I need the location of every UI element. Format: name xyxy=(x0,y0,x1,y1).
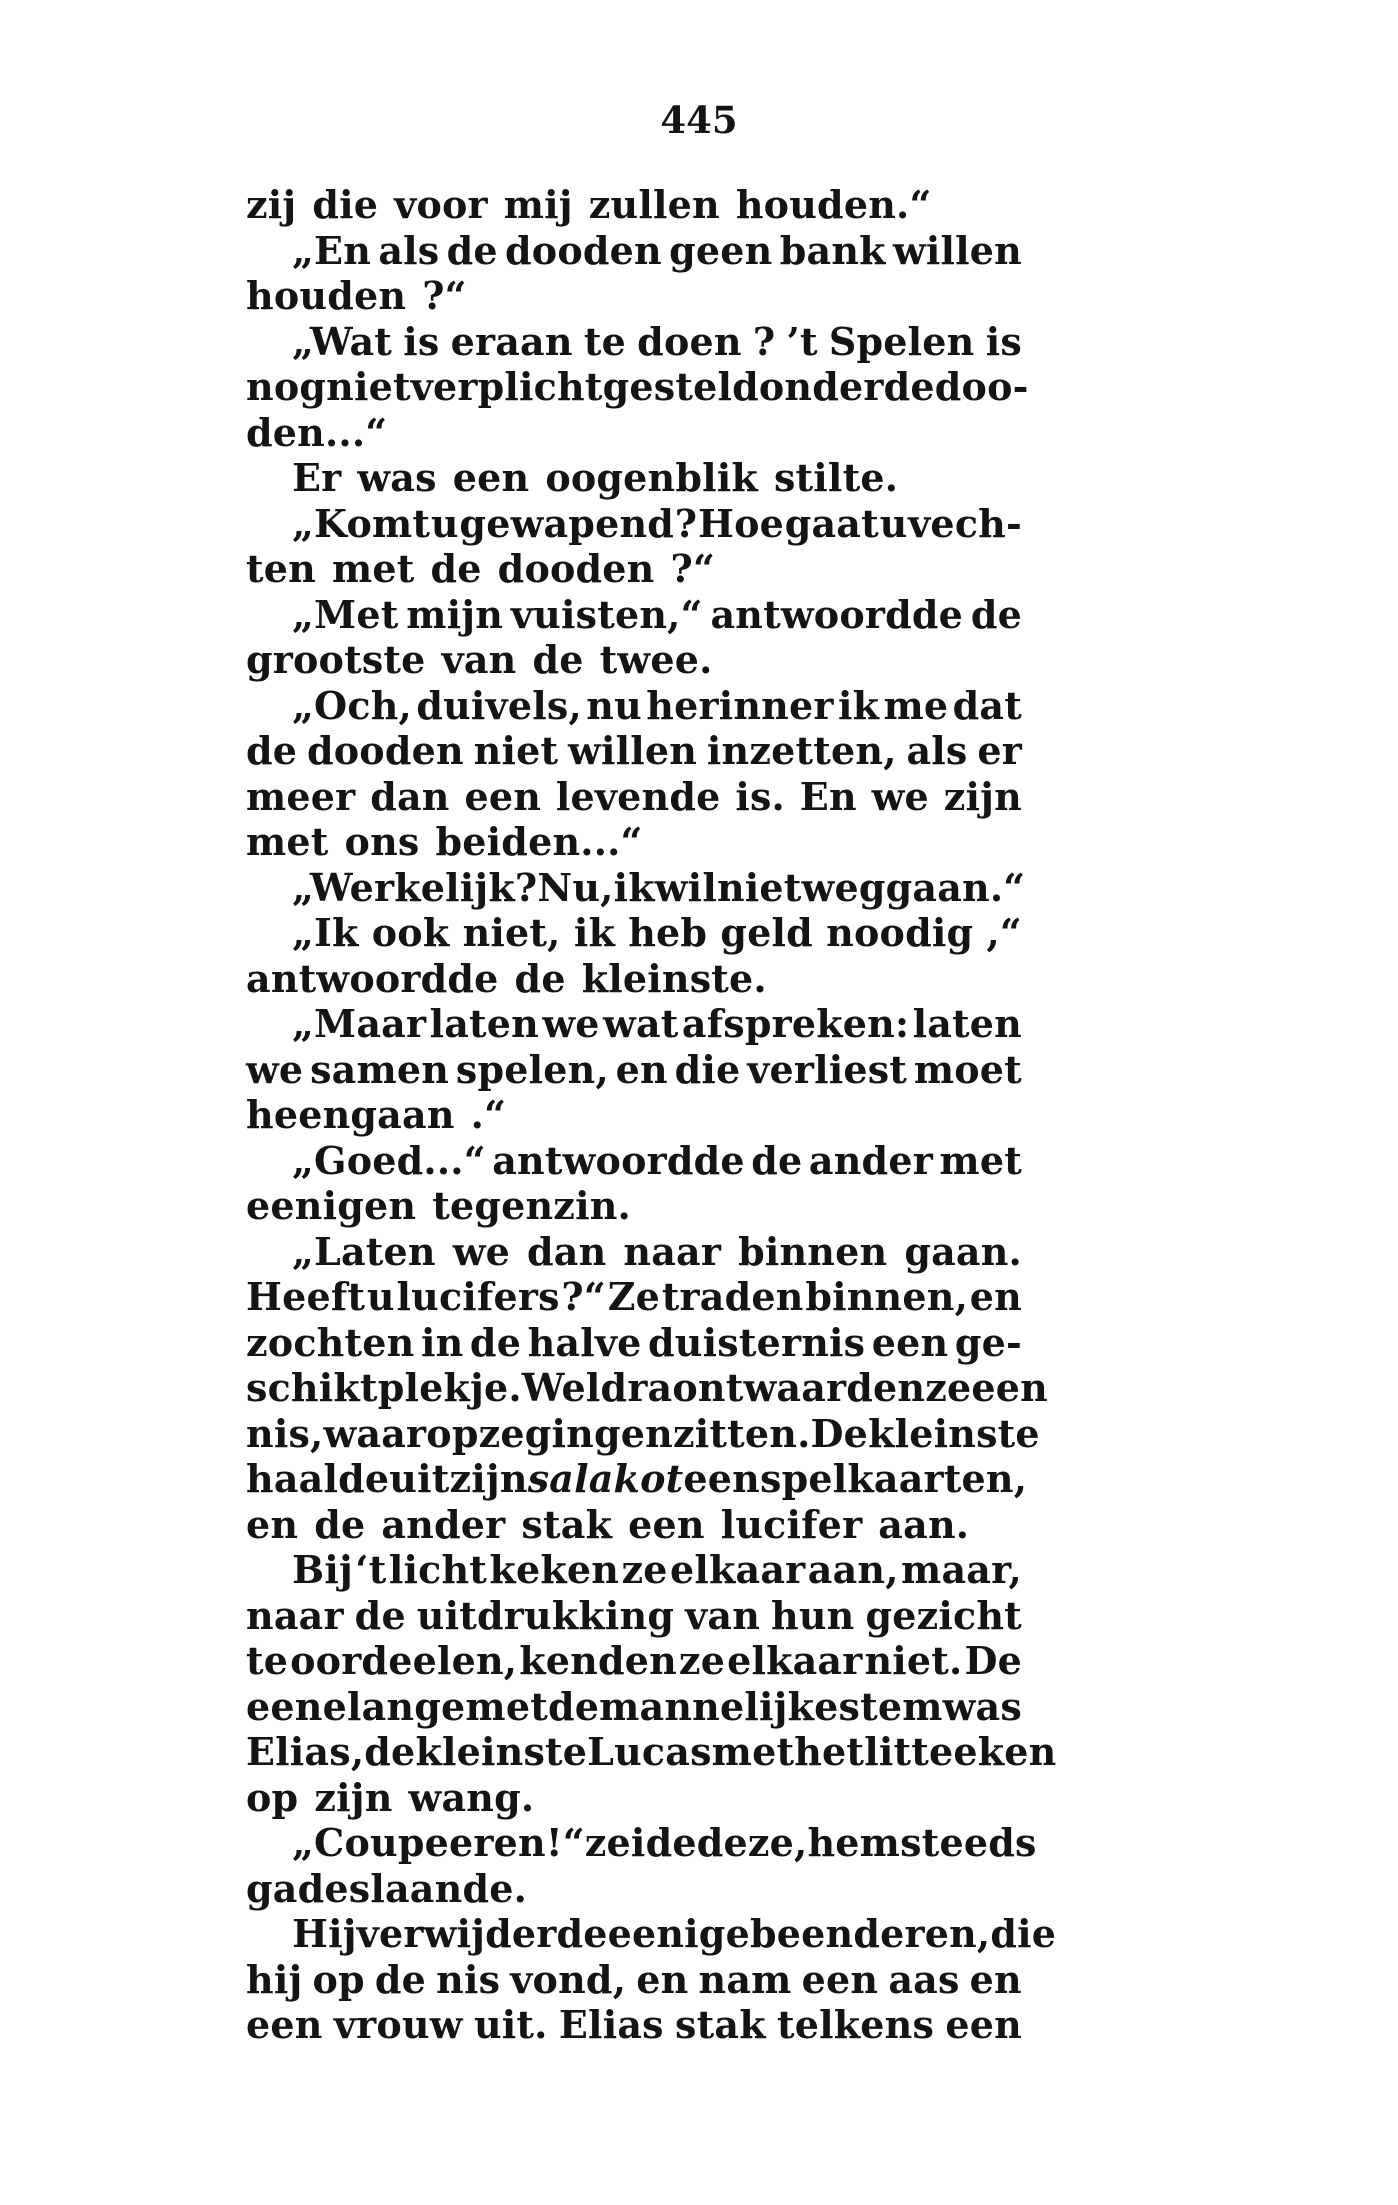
word: gesteld xyxy=(602,364,759,409)
text-line xyxy=(246,273,1022,319)
text-line xyxy=(246,819,1022,865)
word: Er xyxy=(292,455,342,500)
word: De xyxy=(964,1638,1022,1683)
word: dooden xyxy=(306,728,464,773)
word: verwijderde xyxy=(356,1911,608,1956)
word: ? xyxy=(674,500,698,546)
word: „En xyxy=(292,227,372,273)
word: „Werkelijk xyxy=(292,864,515,910)
word: aan, xyxy=(807,1547,899,1592)
word: me xyxy=(883,682,949,728)
word: ’t xyxy=(786,318,818,364)
word: met xyxy=(246,819,329,864)
word: zochten xyxy=(246,1319,415,1365)
word: „Coupeeren xyxy=(292,1820,546,1865)
text-line xyxy=(246,1502,1022,1548)
word: ze xyxy=(925,1365,972,1410)
word: Nu, xyxy=(537,864,614,910)
word: Bij xyxy=(292,1547,353,1592)
word: zijn xyxy=(314,1774,393,1820)
word: nu xyxy=(586,682,642,728)
body-text xyxy=(246,182,1057,2048)
word: inzetten, xyxy=(706,728,897,773)
word: te xyxy=(246,1638,289,1683)
word: is xyxy=(403,318,440,364)
text-line xyxy=(246,637,1022,683)
text-line xyxy=(246,1684,1022,1730)
word: Lucas xyxy=(587,1729,712,1774)
word: De xyxy=(810,1410,869,1456)
word: vech- xyxy=(908,500,1022,546)
word: vuisten,“ xyxy=(510,591,703,637)
text-line xyxy=(246,1957,1022,2003)
word: heengaan xyxy=(246,1092,455,1137)
text-line xyxy=(246,728,1022,774)
word: is xyxy=(985,318,1022,364)
word: En xyxy=(799,773,857,819)
word: .“ xyxy=(470,1092,507,1137)
word: telkens xyxy=(777,2002,935,2047)
word: de xyxy=(751,1137,803,1183)
text-line xyxy=(246,410,1022,456)
text-line xyxy=(246,1001,1022,1047)
word: als xyxy=(378,227,440,273)
word: de xyxy=(430,546,482,591)
text-line xyxy=(246,319,1022,365)
word: salakot xyxy=(527,1456,684,1501)
word: oordeelen, xyxy=(290,1638,518,1683)
word: zullen xyxy=(588,182,720,227)
word: ik xyxy=(573,910,615,955)
word: vond, xyxy=(510,1956,627,2002)
text-line xyxy=(246,1047,1022,1093)
word: ten xyxy=(246,546,316,591)
word: dooden xyxy=(497,546,655,591)
word: kleinste xyxy=(415,1729,588,1774)
word: ge- xyxy=(954,1319,1022,1365)
word: binnen xyxy=(738,1228,888,1274)
word: een xyxy=(246,2002,323,2047)
word: Hij xyxy=(292,1911,357,1956)
word: eenigen xyxy=(246,1183,417,1228)
word: den...“ xyxy=(246,409,388,455)
word: onder xyxy=(758,364,884,409)
word: in xyxy=(420,1319,464,1365)
word: was xyxy=(357,455,437,500)
word: lucifer xyxy=(720,1501,863,1547)
text-line xyxy=(246,1274,1022,1320)
page-number: 445 xyxy=(660,98,738,142)
word: meer xyxy=(246,773,356,819)
word: antwoordde xyxy=(492,1137,745,1183)
word: een xyxy=(801,1956,879,2002)
word: heb xyxy=(628,910,708,955)
word: plekje. xyxy=(377,1365,522,1410)
word: en xyxy=(969,1274,1022,1319)
word: u xyxy=(366,1274,395,1319)
text-line xyxy=(246,1547,1022,1593)
word: zijn xyxy=(943,773,1022,819)
word: de xyxy=(547,1683,600,1729)
word: zitten. xyxy=(672,1410,811,1456)
word: aan. xyxy=(878,1501,970,1547)
word: stak xyxy=(675,2002,766,2047)
text-line xyxy=(246,1092,1022,1138)
word: kleinste. xyxy=(581,955,767,1001)
word: u xyxy=(879,500,908,546)
word: ander xyxy=(381,1501,506,1547)
word: haalde xyxy=(246,1456,390,1501)
text-line xyxy=(246,910,1022,956)
word: verliest xyxy=(747,1046,908,1092)
word: mijn xyxy=(406,591,504,637)
word: waarop xyxy=(323,1410,479,1456)
word: met xyxy=(465,1683,548,1729)
word: naar xyxy=(246,1592,344,1638)
word: zeide xyxy=(584,1820,697,1865)
word: elkaar xyxy=(669,1547,806,1592)
text-line xyxy=(246,1638,1022,1684)
text-line xyxy=(246,1365,1049,1411)
word: willen xyxy=(568,728,698,773)
word: ‘t xyxy=(355,1547,387,1592)
word: hem xyxy=(807,1820,901,1865)
word: niet xyxy=(473,728,559,773)
word: en xyxy=(636,1956,689,2002)
word: ?“ xyxy=(561,1274,606,1319)
word: gingen xyxy=(524,1410,673,1456)
word: laten xyxy=(429,1001,539,1046)
text-line xyxy=(246,1820,1037,1866)
word: binnen, xyxy=(805,1274,969,1319)
word: litteeken xyxy=(864,1729,1057,1774)
word: steeds xyxy=(900,1820,1037,1865)
word: ?“ xyxy=(670,546,716,591)
word: bank xyxy=(779,227,886,273)
word: weggaan.“ xyxy=(801,864,1026,910)
word: afspreken: xyxy=(681,1001,910,1046)
word: met xyxy=(711,1729,795,1774)
word: gaan. xyxy=(904,1228,1022,1274)
word: van xyxy=(685,1592,761,1638)
word: duisternis xyxy=(648,1319,866,1365)
word: houden xyxy=(246,273,407,318)
word: Heeft xyxy=(246,1274,366,1319)
word: eraan xyxy=(450,318,573,364)
text-line xyxy=(246,546,1022,592)
word: de xyxy=(469,1319,522,1365)
word: de xyxy=(364,1729,416,1774)
word: houden.“ xyxy=(735,182,932,227)
word: levende xyxy=(555,773,721,819)
word: dooden xyxy=(505,227,662,273)
word: geen xyxy=(669,227,773,273)
word: tegenzin. xyxy=(432,1183,631,1228)
word: eene xyxy=(246,1683,347,1729)
word: en xyxy=(969,1956,1022,2002)
word: wil xyxy=(654,864,717,910)
word: is. xyxy=(735,773,785,819)
word: ? xyxy=(514,864,538,910)
word: dat xyxy=(952,682,1022,728)
word: en xyxy=(246,1501,299,1547)
text-line xyxy=(246,1911,1057,1957)
word: Elias, xyxy=(246,1729,365,1774)
word: laten xyxy=(912,1001,1022,1046)
word: moet xyxy=(913,1046,1022,1092)
word: nis xyxy=(436,1956,501,2002)
word: noodig xyxy=(826,910,974,955)
word: lange xyxy=(346,1683,466,1729)
word: !“ xyxy=(545,1820,585,1865)
word: stilte. xyxy=(773,455,899,500)
text-line xyxy=(246,864,1026,911)
word: oogenblik xyxy=(545,455,758,500)
text-line xyxy=(246,1229,1022,1275)
word: kenden xyxy=(519,1638,677,1683)
word: samen xyxy=(310,1046,450,1092)
word: „Laten xyxy=(292,1228,436,1274)
word: doo- xyxy=(934,364,1029,409)
word: op xyxy=(246,1774,299,1820)
word: herinner xyxy=(646,682,834,728)
word: elkaar xyxy=(727,1638,863,1683)
word: een xyxy=(971,1365,1049,1410)
word: spel xyxy=(759,1456,848,1501)
word: nis, xyxy=(246,1410,324,1456)
word: zijn xyxy=(449,1456,528,1501)
word: niet xyxy=(326,364,411,409)
word: niet xyxy=(716,864,802,910)
word: „Maar xyxy=(292,1001,427,1046)
word: kleinste xyxy=(868,1410,1040,1456)
text-line xyxy=(246,364,1029,410)
word: aas xyxy=(888,1956,960,2002)
word: Elias xyxy=(558,2002,664,2047)
text-line xyxy=(246,228,1022,274)
word: niet, xyxy=(462,910,561,955)
word: traden xyxy=(661,1274,804,1319)
text-line xyxy=(246,501,1022,547)
word: gaat xyxy=(784,500,879,546)
word: een xyxy=(945,2002,1022,2047)
word: de xyxy=(446,227,498,273)
text-line xyxy=(246,1410,1040,1457)
word: op xyxy=(312,1956,365,2002)
word: ? xyxy=(752,318,776,364)
text-line xyxy=(246,956,1022,1002)
word: ontwaarden xyxy=(672,1365,926,1410)
word: Spelen xyxy=(828,318,975,364)
word: ,“ xyxy=(986,910,1022,955)
word: ?“ xyxy=(422,273,467,318)
word: zij xyxy=(246,182,297,227)
word: voor xyxy=(394,182,488,227)
word: ik xyxy=(837,682,880,728)
word: naar xyxy=(623,1228,722,1274)
word: gezicht xyxy=(865,1592,1022,1638)
word: deze, xyxy=(696,1820,808,1865)
word: die xyxy=(990,1911,1057,1956)
word: halve xyxy=(527,1319,642,1365)
word: het xyxy=(794,1729,865,1774)
word: gadeslaande. xyxy=(246,1865,528,1911)
text-line xyxy=(246,592,1022,638)
word: „Goed...“ xyxy=(292,1137,486,1183)
word: ander xyxy=(808,1137,933,1183)
text-line xyxy=(246,2002,1022,2048)
word: de xyxy=(532,637,584,682)
word: geld xyxy=(720,910,813,955)
word: grootste xyxy=(246,637,426,682)
word: en xyxy=(615,1046,668,1092)
word: „Och, xyxy=(292,682,412,728)
word: uitdrukking xyxy=(416,1592,675,1638)
word: van xyxy=(441,637,517,682)
word: twee. xyxy=(599,637,713,682)
word: duivels, xyxy=(416,682,582,728)
word: „Komt xyxy=(292,500,431,546)
word: met xyxy=(939,1137,1022,1183)
word: doen xyxy=(637,318,742,364)
word: Weldra xyxy=(521,1365,673,1410)
word: we xyxy=(246,1046,304,1092)
text-line xyxy=(246,1456,1028,1502)
word: uit. xyxy=(473,2002,548,2047)
word: er xyxy=(977,728,1022,773)
word: stak xyxy=(521,1501,613,1547)
word: stem xyxy=(838,1683,943,1729)
word: spelen, xyxy=(455,1046,609,1092)
word: die xyxy=(674,1046,741,1092)
text-line xyxy=(246,1138,1022,1184)
word: een xyxy=(871,1319,949,1365)
word: als xyxy=(906,728,968,773)
word: „Ik xyxy=(292,910,359,955)
word: verplicht xyxy=(410,364,603,409)
word: de xyxy=(374,1956,427,2002)
word: een xyxy=(683,1456,760,1501)
word: we xyxy=(871,773,929,819)
word: was xyxy=(942,1683,1022,1729)
word: een xyxy=(464,773,542,819)
word: een xyxy=(628,1501,705,1547)
word: uit xyxy=(389,1456,450,1501)
text-line xyxy=(246,1183,1022,1229)
word: de xyxy=(354,1592,406,1638)
word: dan xyxy=(527,1228,607,1274)
word: kaarten, xyxy=(847,1456,1028,1501)
text-line xyxy=(246,1775,1022,1821)
word: de xyxy=(246,728,298,773)
word: lucifers xyxy=(396,1274,560,1319)
word: u xyxy=(430,500,459,546)
word: met xyxy=(331,546,415,591)
word: gewapend xyxy=(459,500,675,546)
word: de xyxy=(970,591,1022,637)
text-line xyxy=(246,1593,1022,1639)
word: ik xyxy=(613,864,655,910)
text-line xyxy=(246,774,1022,820)
text-line xyxy=(246,1729,1057,1775)
word: antwoordde xyxy=(246,955,499,1001)
word: licht xyxy=(388,1547,488,1592)
word: maar, xyxy=(901,1547,1022,1592)
word: Hoe xyxy=(697,500,784,546)
word: nam xyxy=(698,1956,792,2002)
word: dan xyxy=(370,773,450,819)
word: ze xyxy=(478,1410,525,1456)
word: de xyxy=(314,1501,366,1547)
word: de xyxy=(514,955,566,1001)
word: wat xyxy=(603,1001,679,1046)
word: ze xyxy=(621,1547,668,1592)
word: beenderen, xyxy=(749,1911,991,1956)
word: een xyxy=(452,455,530,500)
text-line xyxy=(246,1320,1022,1366)
word: beiden...“ xyxy=(435,819,643,864)
word: keken xyxy=(489,1547,620,1592)
word: antwoordde xyxy=(710,591,964,637)
word: mannelijke xyxy=(599,1683,839,1729)
word: ze xyxy=(678,1638,726,1683)
word: vrouw xyxy=(333,2002,463,2047)
text-line xyxy=(246,455,1022,501)
text-line xyxy=(246,683,1022,729)
word: mij xyxy=(503,182,573,227)
word: „Met xyxy=(292,591,399,637)
word: eenige xyxy=(607,1911,750,1956)
word: ook xyxy=(371,910,450,955)
word: schikt xyxy=(246,1365,378,1410)
word: „Wat xyxy=(292,318,393,364)
word: Ze xyxy=(607,1274,661,1319)
word: willen xyxy=(892,227,1022,273)
text-line xyxy=(246,1866,1022,1912)
word: te xyxy=(583,318,626,364)
word: we xyxy=(452,1228,511,1274)
word: niet. xyxy=(864,1638,963,1683)
word: hij xyxy=(246,1956,303,2002)
word: de xyxy=(883,364,935,409)
word: nog xyxy=(246,364,327,409)
text-line xyxy=(246,182,1022,228)
word: wang. xyxy=(408,1774,535,1820)
word: hun xyxy=(771,1592,855,1638)
word: we xyxy=(542,1001,600,1046)
word: ons xyxy=(344,819,420,864)
word: die xyxy=(312,182,379,227)
